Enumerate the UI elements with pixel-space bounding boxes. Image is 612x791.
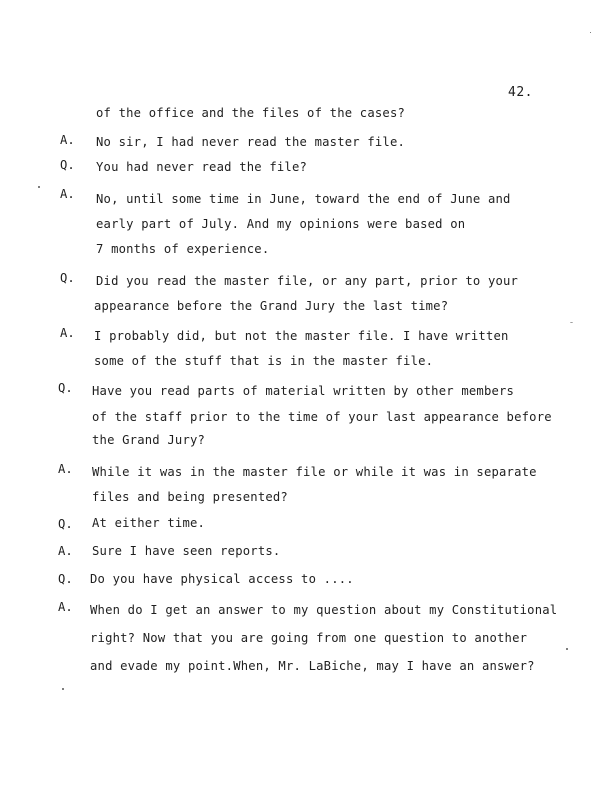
page-number: 42.	[508, 85, 533, 100]
speaker-label: Q.	[60, 158, 75, 172]
speaker-label: A.	[60, 187, 75, 201]
speaker-label: Q.	[58, 572, 73, 586]
transcript-line: files and being presented?	[92, 490, 288, 504]
transcript-line: No, until some time in June, toward the end of June and	[96, 192, 511, 206]
transcript-line: Sure I have seen reports.	[92, 544, 281, 558]
scan-speck	[62, 688, 64, 690]
transcript-line: No sir, I had never read the master file.	[96, 135, 406, 149]
scan-speck	[566, 648, 568, 650]
transcript-line: right? Now that you are going from one question to another	[90, 631, 528, 645]
scan-speck	[590, 32, 591, 33]
transcript-line: of the staff prior to the time of your last appearance before	[92, 410, 552, 424]
transcript-line: some of the stuff that is in the master file.	[94, 354, 434, 368]
speaker-label: A.	[58, 544, 73, 558]
transcript-line: You had never read the file?	[96, 160, 308, 174]
transcript-line: When do I get an answer to my question about my Constitutional	[90, 603, 558, 617]
scan-speck	[38, 186, 40, 188]
speaker-label: Q.	[58, 381, 73, 395]
speaker-label: A.	[60, 133, 75, 147]
transcript-line: Have you read parts of material written by other members	[92, 384, 515, 398]
transcript-line: 7 months of experience.	[96, 242, 270, 256]
transcript-line: the Grand Jury?	[92, 433, 206, 447]
scan-speck	[570, 322, 573, 323]
transcript-line: early part of July. And my opinions were based on	[96, 217, 466, 231]
transcript-line: I probably did, but not the master file. I have written	[94, 329, 509, 343]
speaker-label: Q.	[60, 271, 75, 285]
speaker-label: A.	[58, 600, 73, 614]
transcript-line: Did you read the master file, or any part, prior to your	[96, 274, 519, 288]
speaker-label: A.	[58, 462, 73, 476]
transcript-line: and evade my point.When, Mr. LaBiche, may I have an answer?	[90, 659, 535, 673]
transcript-line: At either time.	[92, 516, 206, 530]
transcript-line: While it was in the master file or while it was in separate	[92, 465, 537, 479]
speaker-label: A.	[60, 326, 75, 340]
transcript-line: Do you have physical access to ....	[90, 572, 354, 586]
speaker-label: Q.	[58, 517, 73, 531]
transcript-line: appearance before the Grand Jury the last time?	[94, 299, 449, 313]
transcript-line: of the office and the files of the cases?	[96, 106, 406, 120]
